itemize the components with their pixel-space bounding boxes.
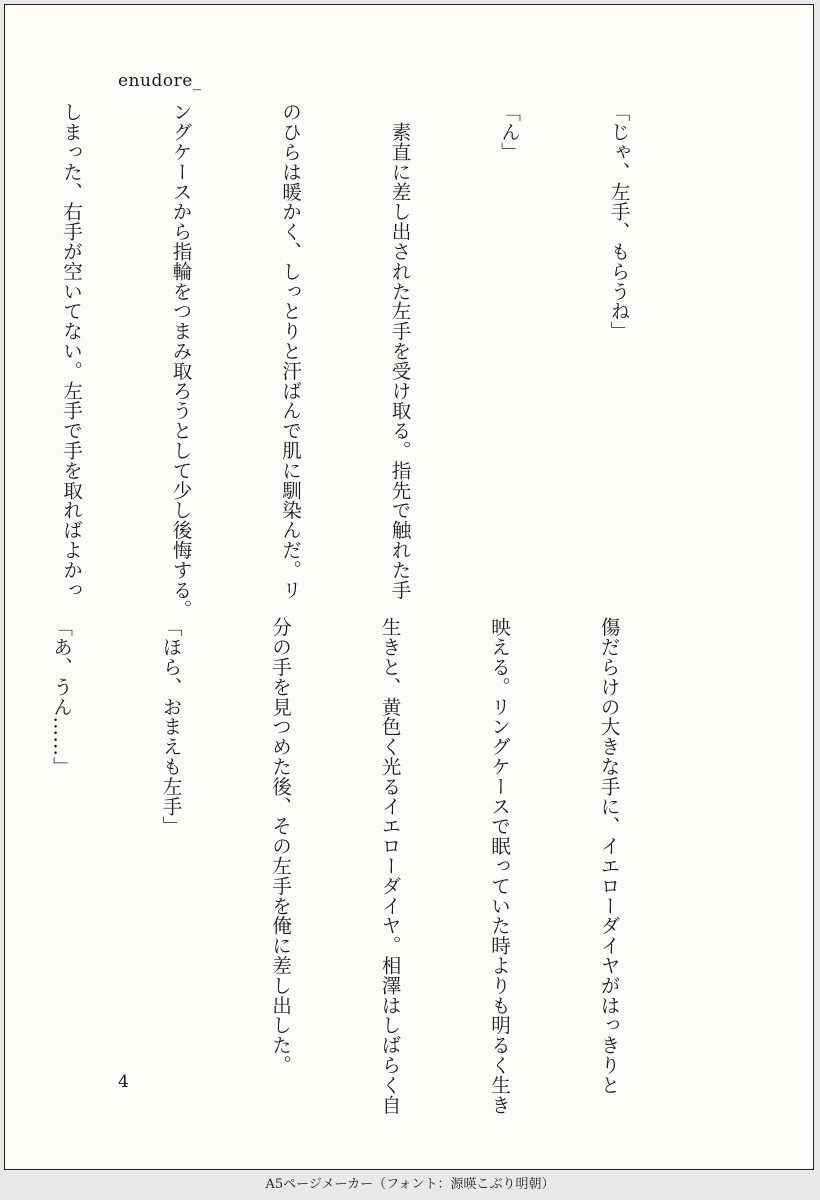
text-line: 「ん」: [497, 102, 521, 162]
text-line: 素直に差し出された左手を受け取る。指先で触れた手: [388, 102, 411, 600]
page-number: 4: [118, 1072, 129, 1092]
top-text-block: [0, 102, 709, 620]
generator-credit: A5ページメーカー（フォント：源暎こぶり明朝）: [265, 1177, 555, 1192]
bottom-text-block: [0, 617, 699, 1115]
text-line: 傷だらけの大きな手に、イエローダイヤがはっきりと: [597, 617, 620, 1095]
text-line: 生きと、黄色く光るイエローダイヤ。相澤はしばらく自: [378, 617, 401, 1115]
text-line: のひらは暖かく、しっとりと汗ばんで肌に馴染んだ。リ: [278, 102, 302, 600]
author-name: enudore_: [118, 71, 202, 91]
text-line: 「ほら、おまえも左手」: [159, 617, 182, 836]
text-line: 分の手を見つめた後、その左手を俺に差し出した。: [268, 617, 292, 1075]
manuscript-page: [4, 4, 814, 1170]
text-line: 「あ、うん……」: [49, 617, 73, 777]
text-line: 映える。リングケースで眠っていた時よりも明るく生き: [487, 617, 511, 1115]
text-line: 「じゃ、左手、もらうね」: [607, 102, 630, 341]
text-line: しまった、右手が空いてない。左手で手を取ればよかっ: [59, 102, 83, 600]
text-line: ングケースから指輪をつまみ取ろうとして少し後悔する。: [169, 102, 192, 620]
